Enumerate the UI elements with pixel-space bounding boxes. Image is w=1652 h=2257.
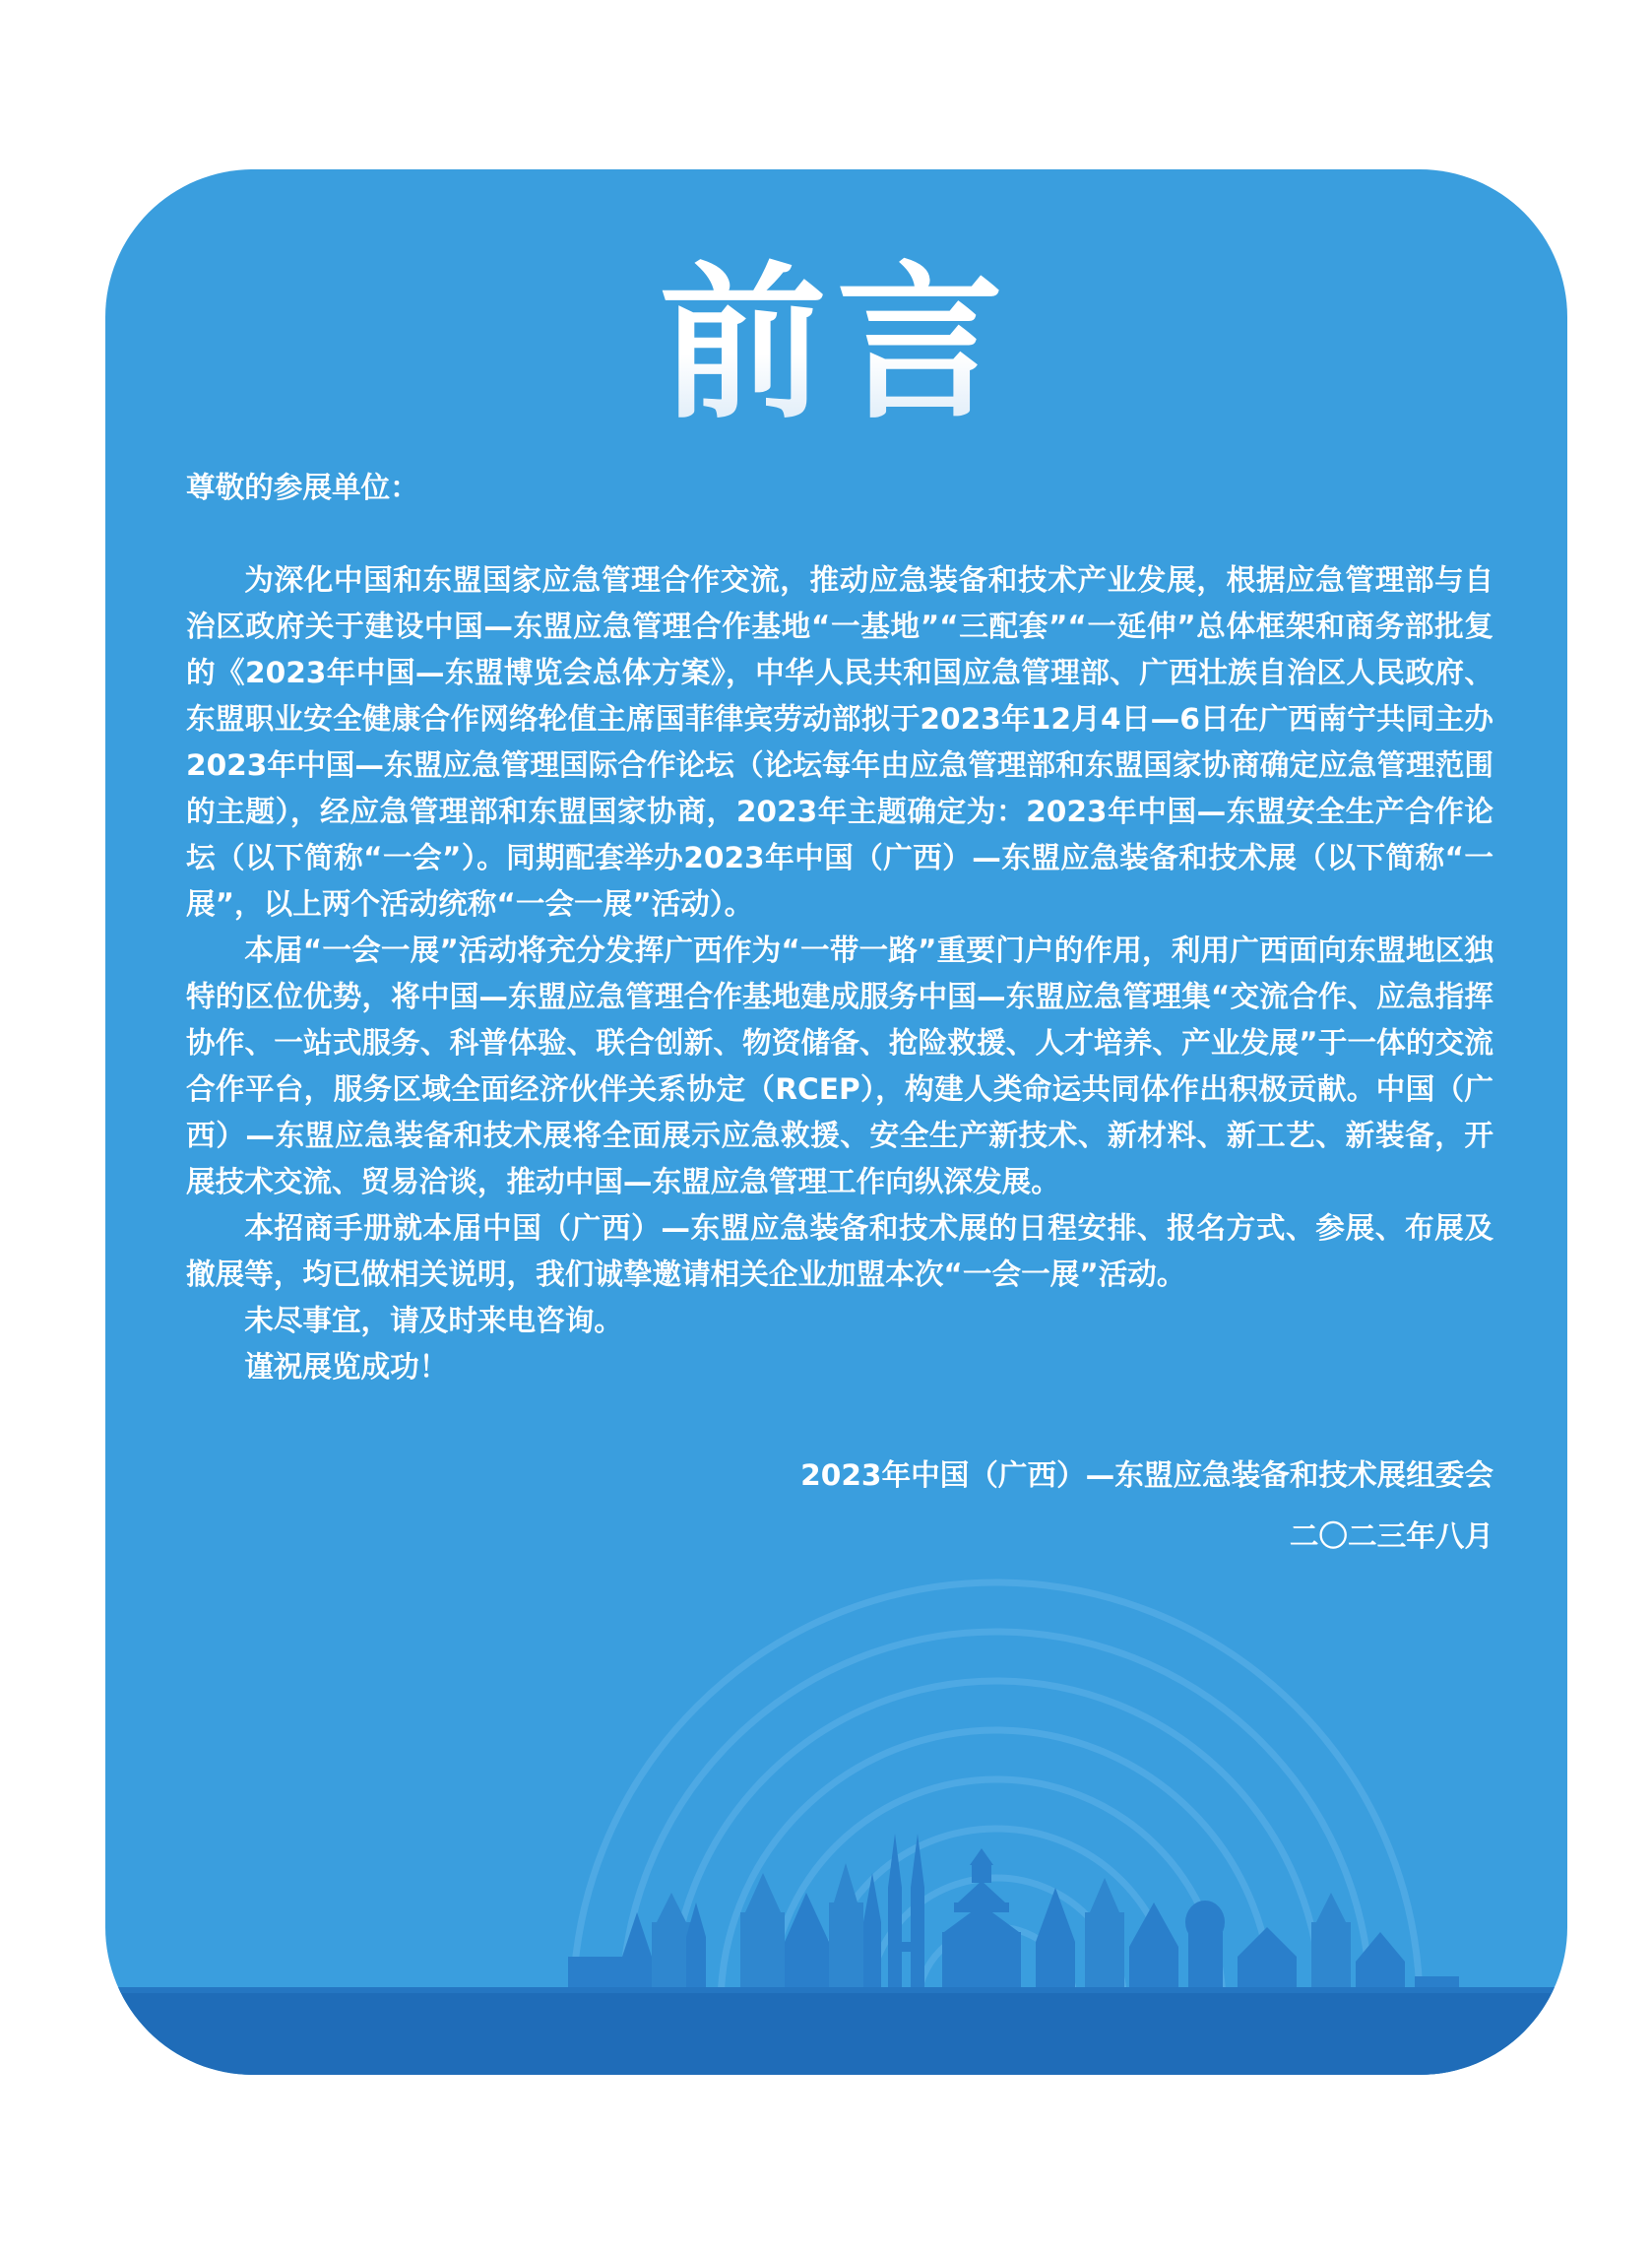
salutation: 尊敬的参展单位：	[186, 471, 419, 504]
signature-organization: 2023年中国（广西）—东盟应急装备和技术展组委会	[800, 1458, 1493, 1492]
signature-block	[186, 1445, 1493, 1567]
preface-letter	[186, 465, 1493, 1567]
closing-inquiry: 未尽事宜，请及时来电咨询。	[244, 1304, 623, 1337]
page-title: 前言	[105, 246, 1567, 443]
paragraph-intro: 为深化中国和东盟国家应急管理合作交流，推动应急装备和技术产业发展，根据应急管理部与自治区政府关于建设中国—东盟应急管理合作基地“一基地”“三配套”“一延伸”总体框架和商务部批复的《2023年中国—东盟博览会总体方案》，中华人民共和国应急管理部、广西壮族自治区人民政府、东盟职业安全健康合作网络轮值主席国菲律宾劳动部拟于2023年12月4日—6日在广西南宁共同主办2023年中国—东盟应急管理国际合作论坛（论坛每年由应急管理部和东盟国家协商确定应急管理范围的主题），经应急管理部和东盟国家协商，2023年主题确定为：2023年中国—东盟安全生产合作论坛（以下简称“一会”）。同期配套举办2023年中国（广西）—东盟应急装备和技术展（以下简称“一展”，以上两个活动统称“一会一展”活动）。	[186, 563, 1493, 921]
signature-date: 二〇二三年八月	[1289, 1519, 1493, 1553]
closing-wishes: 谨祝展览成功！	[244, 1350, 449, 1384]
preface-card	[105, 169, 1567, 2075]
paragraph-purpose: 本届“一会一展”活动将充分发挥广西作为“一带一路”重要门户的作用，利用广西面向东盟地区独特的区位优势，将中国—东盟应急管理合作基地建成服务中国—东盟应急管理集“交流合作、应急指挥协作、一站式服务、科普体验、联合创新、物资储备、抢险救援、人才培养、产业发展”于一体的交流合作平台，服务区域全面经济伙伴关系协定（RCEP），构建人类命运共同体作出积极贡献。中国（广西）—东盟应急装备和技术展将全面展示应急救援、安全生产新技术、新材料、新工艺、新装备，开展技术交流、贸易洽谈，推动中国—东盟应急管理工作向纵深发展。	[186, 934, 1493, 1198]
city-skyline-illustration	[105, 1794, 1567, 2075]
paragraph-handbook: 本招商手册就本届中国（广西）—东盟应急装备和技术展的日程安排、报名方式、参展、布展及撤展等，均已做相关说明，我们诚挚邀请相关企业加盟本次“一会一展”活动。	[186, 1211, 1493, 1291]
